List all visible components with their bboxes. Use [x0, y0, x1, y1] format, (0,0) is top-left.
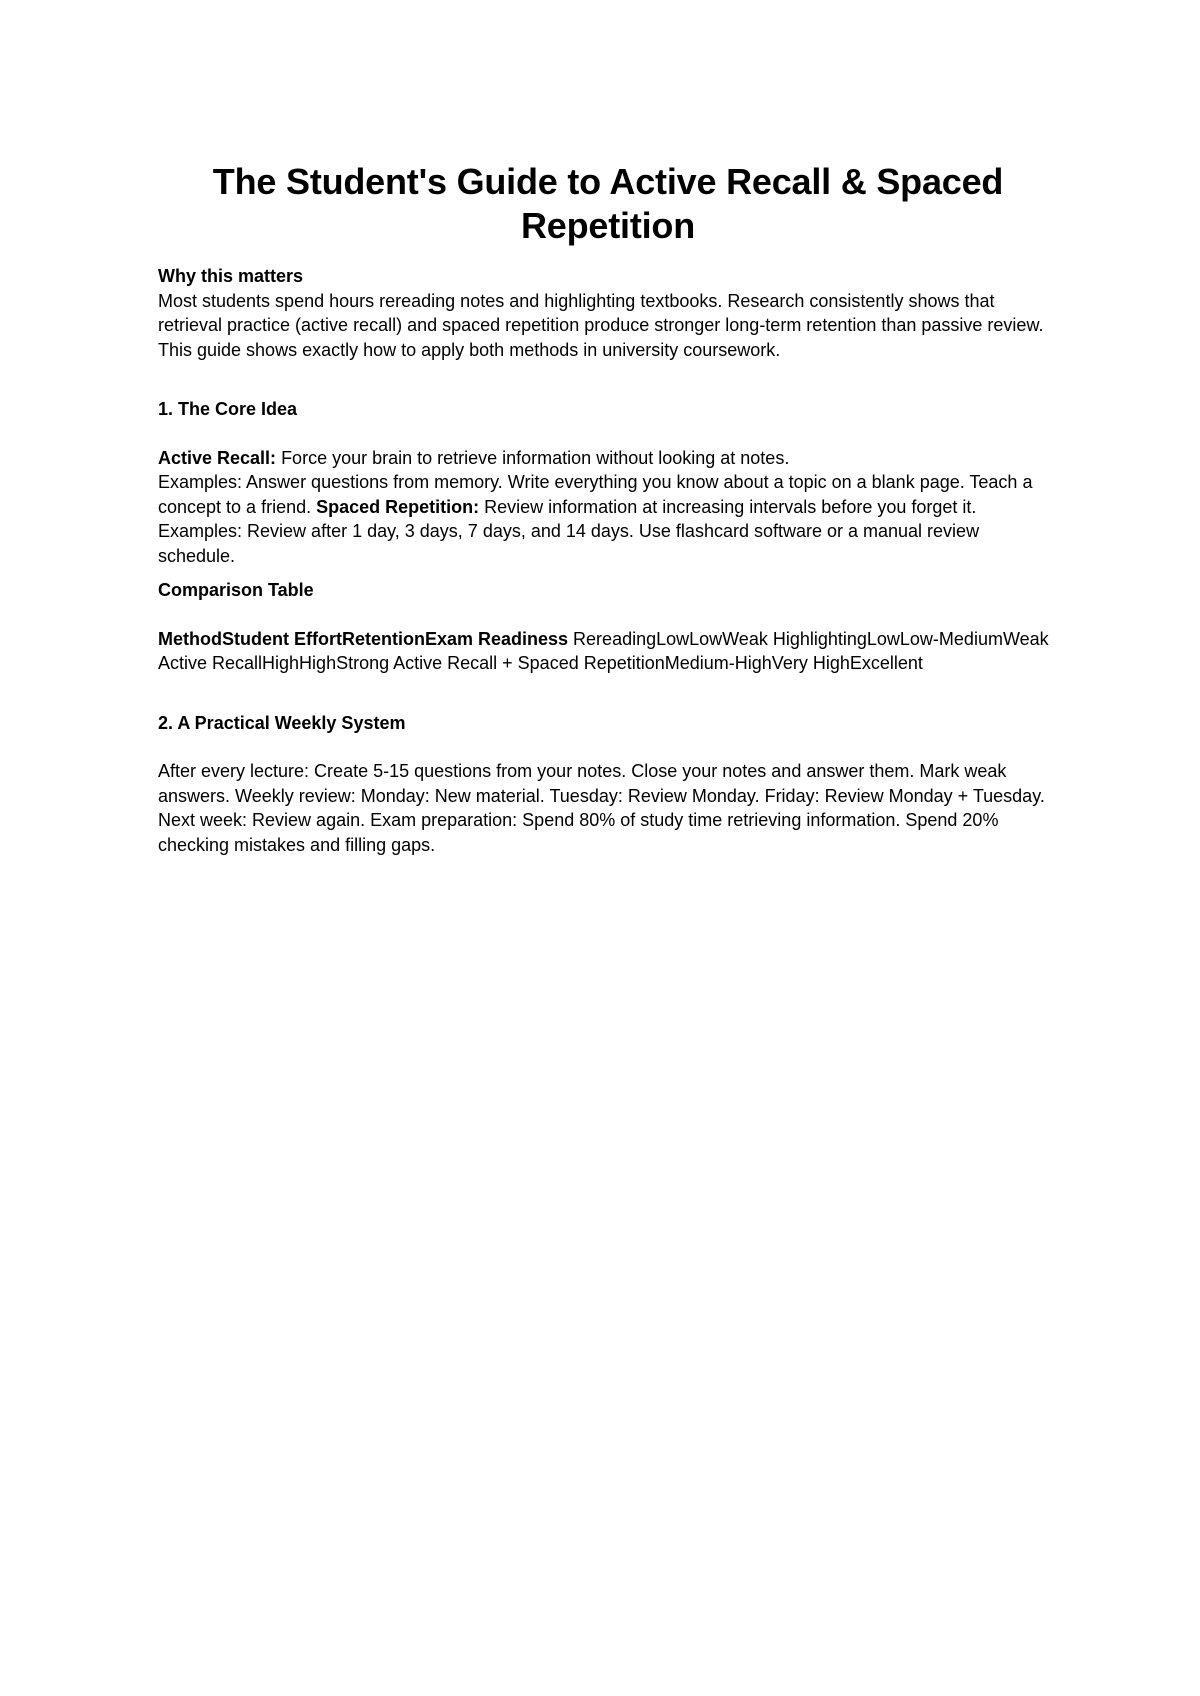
why-heading: Why this matters [158, 266, 304, 286]
spaced-repetition-text: Review information at increasing intervals before you forget it. [479, 496, 977, 517]
document-page [158, 150, 1058, 857]
active-recall-label: Active Recall: [158, 447, 277, 468]
comparison-heading: Comparison Table [158, 580, 314, 600]
comparison-table-text [158, 627, 1058, 676]
active-recall-text: Force your brain to retrieve information without looking at notes. [276, 447, 790, 468]
core-idea-body [158, 446, 1058, 569]
spaced-repetition-examples: Examples: Review after 1 day, 3 days, 7 days, and 14 days. Use flashcard software or a manual review schedule. [158, 521, 980, 566]
weekly-system-heading: 2. A Practical Weekly System [158, 712, 406, 733]
comparison-table-header: MethodStudent EffortRetentionExam Readiness [158, 628, 569, 649]
weekly-system-body: After every lecture: Create 5-15 questions from your notes. Close your notes and answer them. Mark weak answers. Weekly review: Monday: New material. Tuesday: Review Monday. Friday: Review Monday + Tuesday. Next week: Review again. Exam preparation: Spend 80% of study time retrieving information. Spend 20% checking mistakes and filling gaps. [158, 761, 1045, 855]
why-body: Most students spend hours rereading notes and highlighting textbooks. Research consistently shows that retrieval practice (active recall) and spaced repetition produce stronger long-term retention than passive review. This guide shows exactly how to apply both methods in university coursework. [158, 290, 1044, 360]
spaced-repetition-label: Spaced Repetition: [316, 496, 480, 517]
core-idea-heading: 1. The Core Idea [158, 399, 298, 419]
comparison-table-rows: RereadingLowLowWeak HighlightingLowLow-MediumWeak Active RecallHighHighStrong Active Recall + Spaced RepetitionMedium-HighVery HighExcellent [158, 628, 1049, 673]
active-recall-examples: Examples: Answer questions from memory. Write everything you know about a topic on a blank page. Teach a concept to a friend. [158, 472, 1033, 517]
document-title: The Student's Guide to Active Recall & Spaced Repetition [212, 161, 1004, 246]
